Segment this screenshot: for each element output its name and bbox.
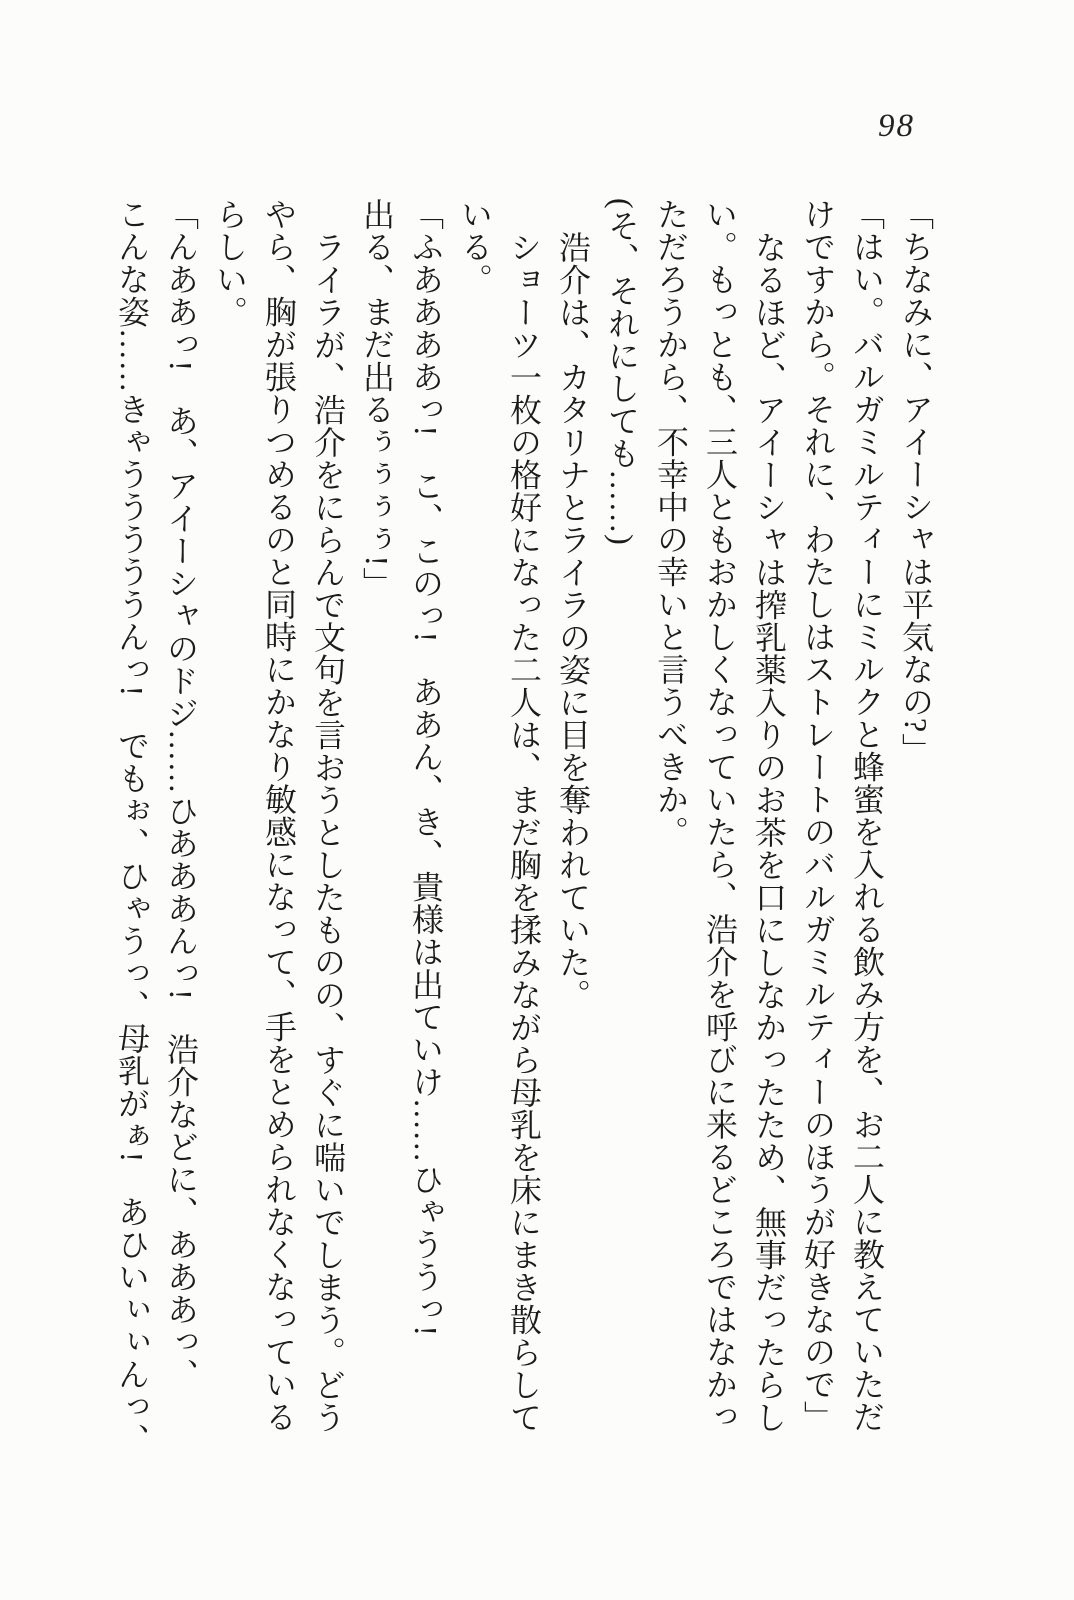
- text-line: けですから。それに、わたしはストレートのバルガミルティーのほうが好きなので」: [800, 198, 836, 1433]
- text-line: 浩介は、カタリナとライラの姿に目を奪われていた。: [555, 231, 591, 1011]
- text-line: 「ちなみに、アイーシャは平気なの?」: [898, 198, 934, 766]
- text-line: ライラが、浩介をにらんで文句を言おうとしたものの、すぐに喘いでしまう。どう: [310, 231, 346, 1434]
- text-line: いる。: [457, 198, 493, 296]
- text-line: 「ふああああっ! こ、このっ! ああん、き、貴様は出ていけ……ひゃううっ!: [408, 198, 444, 1337]
- text-line: (そ、それにしても……): [604, 198, 640, 546]
- text-line: ただろうから、不幸中の幸いと言うべきか。: [653, 198, 689, 848]
- vertical-text-block: [107, 198, 940, 1490]
- text-line: こんな姿……きゃうううううんっ! でもぉ、ひゃうっ、母乳がぁ! あひいぃぃんっ、: [114, 198, 150, 1456]
- text-line: なるほど、アイーシャは搾乳薬入りのお茶を口にしなかったため、無事だったらし: [751, 231, 787, 1434]
- text-line: 出る、まだ出るぅぅぅぅ!」: [359, 198, 395, 600]
- text-line: い。もっとも、三人ともおかしくなっていたら、浩介を呼びに来るどころではなかっ: [702, 198, 738, 1433]
- text-line: 「んああっ! あ、アイーシャのドジ……ひあああんっ! 浩介などに、あああっ、: [163, 198, 199, 1391]
- text-line: らしい。: [212, 198, 248, 328]
- text-line: やら、胸が張りつめるのと同時にかなり敏感になって、手をとめられなくなっている: [261, 198, 297, 1433]
- text-line: 「はい。バルガミルティーにミルクと蜂蜜を入れる飲み方を、お二人に教えていただ: [849, 198, 885, 1433]
- text-line: ショーツ一枚の格好になった二人は、まだ胸を揉みながら母乳を床にまき散らして: [506, 231, 542, 1434]
- page-number: 98: [878, 108, 915, 144]
